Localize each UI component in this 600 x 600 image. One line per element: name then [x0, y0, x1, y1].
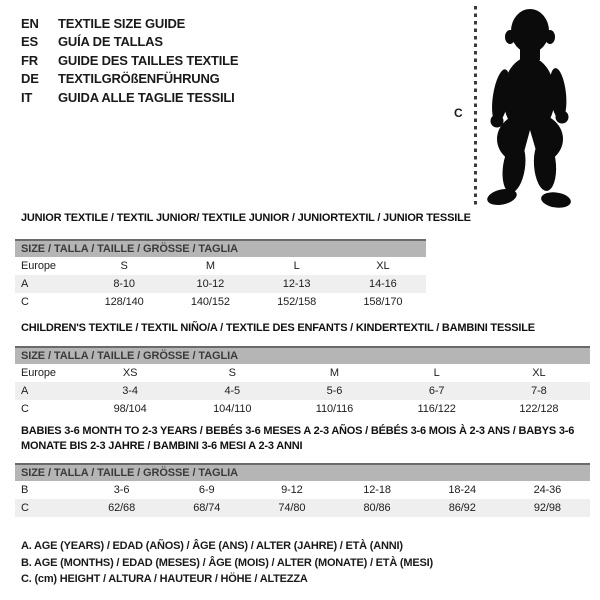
row-label: C	[21, 296, 29, 308]
size-cell: 6-7	[428, 385, 445, 397]
size-cell: 68/74	[193, 502, 221, 514]
size-cell: 116/122	[417, 403, 456, 415]
size-header: SIZE / TALLA / TAILLE / GRÖSSE / TAGLIA	[15, 346, 590, 364]
size-grid	[15, 364, 590, 418]
language-list	[21, 14, 238, 107]
size-cell: L	[433, 367, 440, 379]
size-cell: 158/170	[363, 296, 403, 308]
language-label: TEXTILGRÖßENFÜHRUNG	[58, 71, 220, 87]
footnote-a: A. AGE (YEARS) / EDAD (AÑOS) / ÂGE (ANS) / ALTER (JAHRE) / ETÀ (ANNI)	[21, 540, 403, 552]
size-cell: 7-8	[531, 385, 547, 397]
size-cell: 24-36	[533, 484, 562, 496]
footnote-c: C. (cm) HEIGHT / ALTURA / HAUTEUR / HÖHE / ALTEZZA	[21, 573, 308, 585]
size-cell: 5-6	[326, 385, 343, 397]
size-cell: 14-16	[369, 278, 397, 290]
table-row	[15, 481, 590, 499]
size-cell: S	[228, 367, 236, 379]
size-cell: 128/140	[104, 296, 144, 308]
size-cell: 122/128	[519, 403, 559, 415]
height-measure-label: C	[454, 106, 463, 120]
size-cell: 4-5	[224, 385, 241, 397]
size-cell: 10-12	[196, 278, 225, 290]
table-row	[15, 400, 590, 418]
size-cell: M	[329, 367, 339, 379]
row-label: C	[21, 403, 29, 415]
section-title: BABIES 3-6 MONTH TO 2-3 YEARS / BEBÉS 3-6 MESES A 2-3 AÑOS / BÉBÉS 3-6 MOIS À 2-3 ANS / BABYS 3-6 MONATE BIS 2-3 JAHRE / BAMBINI 3-6 MESI A 2-3 ANNI	[21, 425, 575, 452]
height-measure-line	[474, 6, 477, 207]
row-label: B	[21, 484, 29, 496]
size-cell: L	[293, 260, 300, 272]
size-cell: 140/152	[190, 296, 230, 308]
row-label: A	[21, 278, 29, 290]
size-cell: 3-6	[113, 484, 130, 496]
size-cell: 92/98	[533, 502, 561, 514]
section-title: CHILDREN'S TEXTILE / TEXTIL NIÑO/A / TEXTILE DES ENFANTS / KINDERTEXTIL / BAMBINI TESSILE	[21, 322, 535, 334]
size-cell: 12-13	[282, 278, 311, 290]
language-row-de	[21, 70, 238, 89]
size-cell: 86/92	[448, 502, 476, 514]
size-cell: 80/86	[363, 502, 391, 514]
size-tables	[15, 211, 590, 588]
size-cell: 98/104	[113, 403, 147, 415]
section-title: JUNIOR TEXTILE / TEXTIL JUNIOR/ TEXTILE JUNIOR / JUNIORTEXTIL / JUNIOR TESSILE	[21, 212, 471, 224]
row-label: A	[21, 385, 29, 397]
size-cell: 74/80	[278, 502, 306, 514]
language-row-es	[21, 33, 238, 52]
language-label: TEXTILE SIZE GUIDE	[58, 15, 186, 31]
size-cell: 104/110	[213, 403, 252, 415]
section-children-textile	[15, 321, 590, 418]
section-babies-textile	[15, 424, 590, 517]
language-label: GUÍA DE TALLAS	[58, 34, 163, 50]
language-row-en	[21, 14, 238, 33]
size-cell: 18-24	[448, 484, 477, 496]
size-cell: 110/116	[315, 403, 354, 415]
table-row	[15, 499, 590, 517]
size-cell: 9-12	[281, 484, 303, 496]
size-header: SIZE / TALLA / TAILLE / GRÖSSE / TAGLIA	[15, 463, 590, 481]
size-cell: S	[120, 260, 128, 272]
language-label: GUIDA ALLE TAGLIE TESSILI	[58, 89, 235, 105]
section-junior-textile	[15, 211, 590, 311]
language-label: GUIDE DES TAILLES TEXTILE	[58, 52, 239, 68]
size-cell: XL	[376, 260, 390, 272]
language-code: FR	[21, 52, 38, 68]
size-cell: 152/158	[277, 296, 317, 308]
size-cell: 12-18	[363, 484, 391, 496]
language-row-it	[21, 88, 238, 107]
language-row-fr	[21, 51, 238, 70]
size-cell: 3-4	[122, 385, 138, 397]
size-cell: 6-9	[198, 484, 215, 496]
size-cell: 8-10	[113, 278, 135, 290]
size-cell: 62/68	[108, 502, 136, 514]
size-grid	[15, 481, 590, 517]
table-row	[15, 293, 426, 311]
toddler-silhouette-icon	[478, 4, 598, 210]
language-code: EN	[21, 15, 39, 31]
table-row	[15, 257, 426, 275]
footnotes	[21, 538, 590, 588]
size-cell: XS	[122, 367, 138, 379]
table-row	[15, 275, 426, 293]
children-size-table	[15, 346, 590, 418]
junior-size-table	[15, 239, 426, 311]
table-row	[15, 382, 590, 400]
row-label: C	[21, 502, 29, 514]
language-code: DE	[21, 71, 39, 87]
size-cell: M	[205, 260, 215, 272]
footnote-b: B. AGE (MONTHS) / EDAD (MESES) / ÂGE (MOIS) / ALTER (MONATE) / ETÀ (MESI)	[21, 556, 433, 569]
size-header: SIZE / TALLA / TAILLE / GRÖSSE / TAGLIA	[15, 239, 426, 257]
row-label: Europe	[21, 367, 56, 379]
babies-size-table	[15, 463, 590, 517]
language-code: IT	[21, 89, 33, 105]
table-row	[15, 364, 590, 382]
language-code: ES	[21, 34, 38, 50]
row-label: Europe	[21, 260, 56, 272]
size-grid	[15, 257, 426, 311]
size-cell: XL	[532, 367, 546, 379]
